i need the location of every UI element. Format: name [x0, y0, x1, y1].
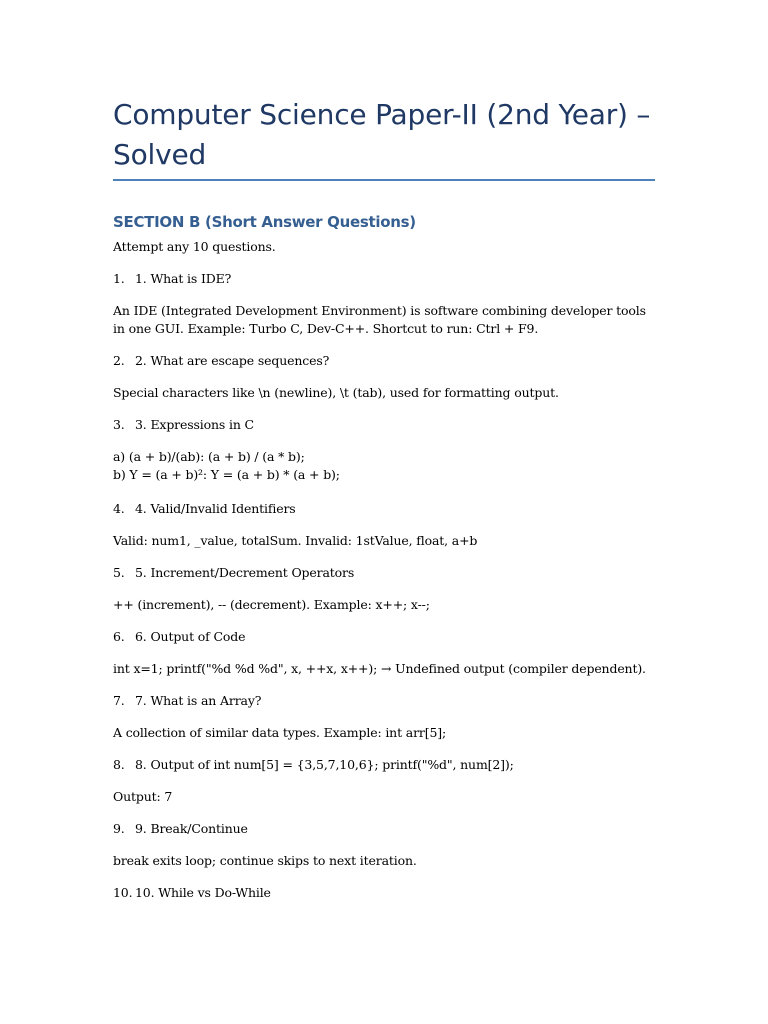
answer-text: ++ (increment), -- (decrement). Example: x++; x--;: [113, 597, 430, 612]
question-7: [113, 692, 658, 710]
question-text: 7. What is an Array?: [135, 693, 262, 708]
answer-text: Output: 7: [113, 789, 173, 804]
question-number: 6.: [113, 629, 125, 644]
question-number: 2.: [113, 353, 125, 368]
question-number: 7.: [113, 693, 125, 708]
answer-4: [113, 532, 658, 550]
answer-text: break exits loop; continue skips to next iteration.: [113, 853, 417, 868]
question-9: [113, 820, 658, 838]
answer-6: [113, 660, 658, 678]
question-text: 8. Output of int num[5] = {3,5,7,10,6}; printf("%d", num[2]);: [135, 757, 514, 772]
answer-2: [113, 384, 658, 402]
question-number: 3.: [113, 417, 125, 432]
question-6: [113, 628, 658, 646]
answer-line: b) Y = (a + b)²: Y = (a + b) * (a + b);: [113, 467, 340, 482]
answer-9: [113, 852, 658, 870]
answer-3: [113, 448, 658, 484]
question-text: 1. What is IDE?: [135, 271, 232, 286]
answer-text: Special characters like \n (newline), \t (tab), used for formatting output.: [113, 385, 559, 400]
answer-text: An IDE (Integrated Development Environment) is software combining developer tools in one GUI. Example: Turbo C, Dev-C++. Shortcut to run: Ctrl + F9.: [113, 303, 646, 336]
answer-1: [113, 302, 658, 338]
question-2: [113, 352, 658, 370]
answer-5: [113, 596, 658, 614]
question-text: 6. Output of Code: [135, 629, 246, 644]
answer-text: A collection of similar data types. Example: int arr[5];: [113, 725, 447, 740]
answer-text: Valid: num1, _value, totalSum. Invalid: 1stValue, float, a+b: [113, 533, 478, 548]
question-5: [113, 564, 658, 582]
question-4: [113, 500, 658, 518]
answer-8: [113, 788, 658, 806]
question-1: [113, 270, 658, 288]
question-number: 8.: [113, 757, 125, 772]
question-text: 2. What are escape sequences?: [135, 353, 330, 368]
question-number: 1.: [113, 271, 125, 286]
question-number: 9.: [113, 821, 125, 836]
answer-line: a) (a + b)/(ab): (a + b) / (a * b);: [113, 449, 305, 464]
question-text: 3. Expressions in C: [135, 417, 254, 432]
question-number: 4.: [113, 501, 125, 516]
question-text: 4. Valid/Invalid Identifiers: [135, 501, 296, 516]
section-heading: SECTION B (Short Answer Questions): [113, 213, 416, 231]
title-divider: [113, 179, 655, 181]
question-10: [113, 884, 658, 902]
answer-7: [113, 724, 658, 742]
question-8: [113, 756, 658, 774]
question-number: 10.: [113, 885, 133, 900]
question-text: 10. While vs Do-While: [135, 885, 271, 900]
question-number: 5.: [113, 565, 125, 580]
answer-text: int x=1; printf("%d %d %d", x, ++x, x++); → Undefined output (compiler dependent).: [113, 661, 646, 676]
question-text: 5. Increment/Decrement Operators: [135, 565, 355, 580]
question-3: [113, 416, 658, 434]
question-text: 9. Break/Continue: [135, 821, 248, 836]
instruction-text: Attempt any 10 questions.: [113, 239, 276, 254]
document-title: Computer Science Paper-II (2nd Year) – Solved: [113, 98, 651, 171]
